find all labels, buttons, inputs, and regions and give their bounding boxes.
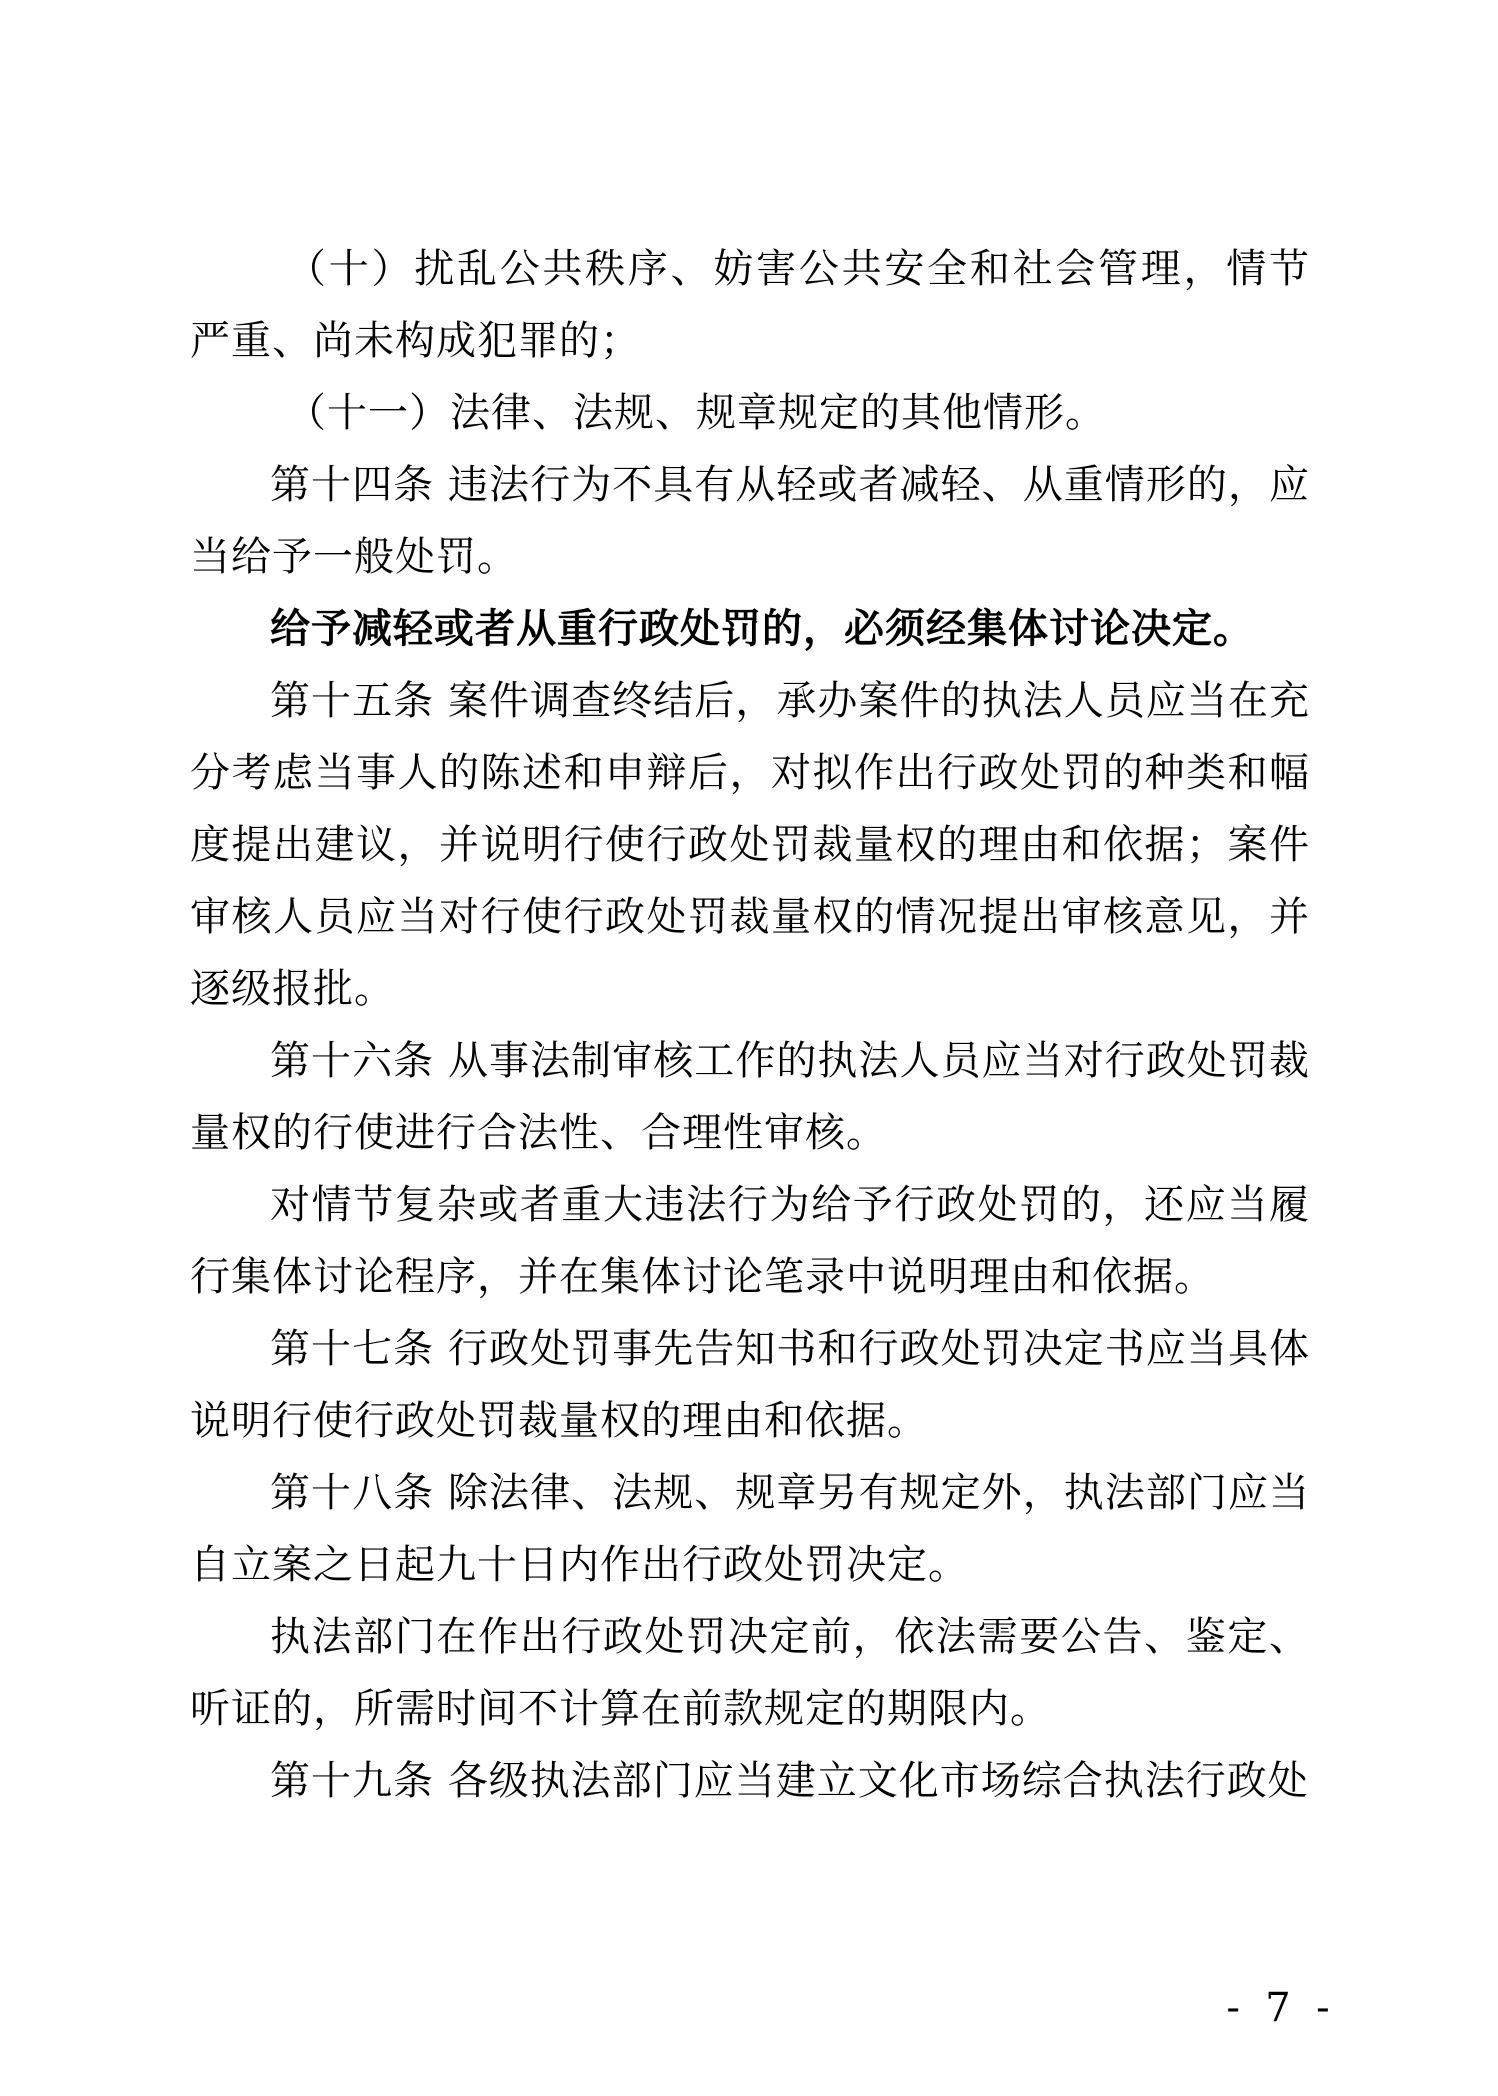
paragraph-article-18: 第十八条 除法律、法规、规章另有规定外，执法部门应当自立案之日起九十日内作出行政处罚决定。 <box>190 1470 1310 1588</box>
paragraph-article-18-clause-2: 执法部门在作出行政处罚决定前，依法需要公告、鉴定、听证的，所需时间不计算在前款规定的期限内。 <box>190 1614 1310 1732</box>
page-number: - 7 - <box>1226 1985 1330 2031</box>
paragraph-article-17: 第十七条 行政处罚事先告知书和行政处罚决定书应当具体说明行使行政处罚裁量权的理由和依据。 <box>190 1326 1310 1444</box>
paragraph-item-10: （十）扰乱公共秩序、妨害公共安全和社会管理，情节严重、尚未构成犯罪的； <box>190 246 1310 364</box>
paragraph-article-14: 第十四条 违法行为不具有从轻或者减轻、从重情形的，应当给予一般处罚。 <box>190 462 1310 580</box>
paragraph-article-16-clause-2: 对情节复杂或者重大违法行为给予行政处罚的，还应当履行集体讨论程序，并在集体讨论笔录中说明理由和依据。 <box>190 1182 1310 1300</box>
paragraph-article-19: 第十九条 各级执法部门应当建立文化市场综合执法行政处 <box>270 1758 1309 1804</box>
paragraph-article-14-clause-2: 给予减轻或者从重行政处罚的，必须经集体讨论决定。 <box>270 605 1254 652</box>
paragraph-article-16: 第十六条 从事法制审核工作的执法人员应当对行政处罚裁量权的行使进行合法性、合理性审核。 <box>190 1038 1310 1156</box>
paragraph-item-11: （十一）法律、法规、规章规定的其他情形。 <box>286 390 1106 436</box>
document-body <box>190 233 1310 1817</box>
paragraph-article-15: 第十五条 案件调查终结后，承办案件的执法人员应当在充分考虑当事人的陈述和申辩后，对拟作出行政处罚的种类和幅度提出建议，并说明行使行政处罚裁量权的理由和依据；案件审核人员应当对行使行政处罚裁量权的情况提出审核意见，并逐级报批。 <box>190 678 1310 1012</box>
